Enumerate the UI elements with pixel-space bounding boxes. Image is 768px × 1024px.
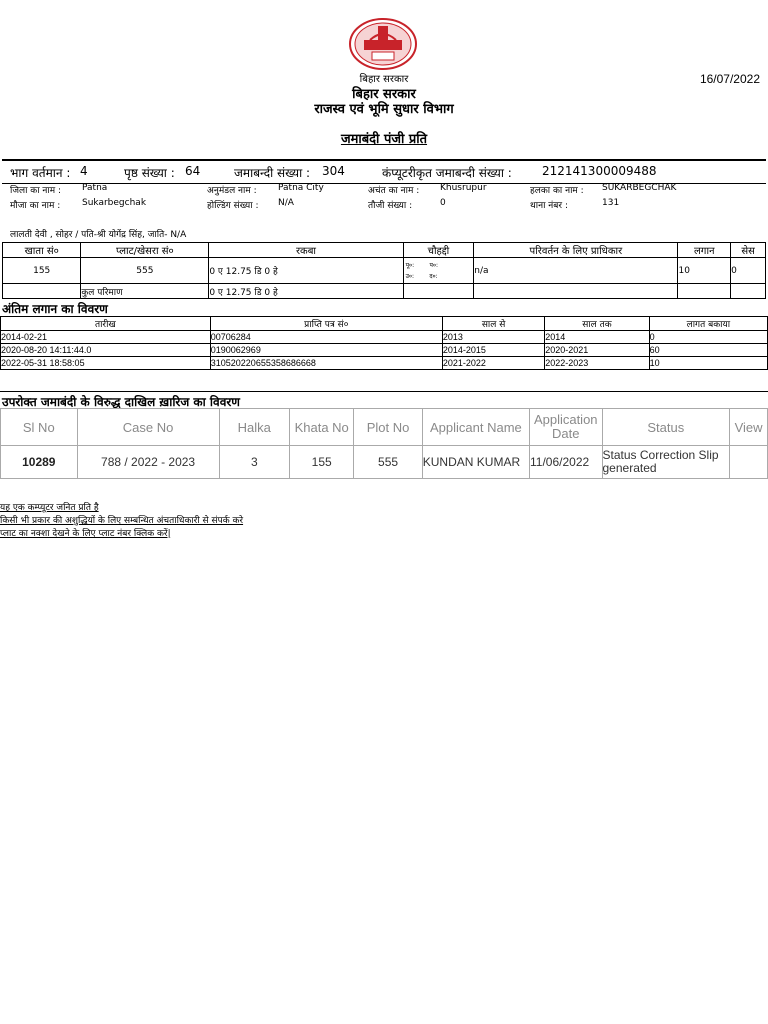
lagan-receipt: 0190062969 (210, 344, 442, 357)
lagan-due: 60 (649, 344, 767, 357)
dakhil-header-view: View (730, 409, 768, 446)
lagan-receipt: 310520220655358686668 (210, 357, 442, 370)
dakhil-status: Status Correction Slip generated (602, 446, 730, 479)
lagan-value: 10 (678, 258, 731, 284)
dakhil-header-status: Status (602, 409, 730, 446)
dakhil-applicant: KUNDAN KUMAR (422, 446, 529, 479)
header-lagan: लगान (678, 243, 731, 258)
footer-line-2: किसी भी प्रकार की अशुद्धियों के लिए सम्बन्धित अंचताधिकारी से संपर्क करे (0, 516, 244, 526)
lagan-to: 2020-2021 (545, 344, 649, 357)
dakhil-header-sl: Sl No (1, 409, 78, 446)
dakhil-section-title: उपरोक्त जमाबंदी के विरुद्ध दाखिल ख़ारिज का विवरण (2, 395, 240, 409)
tauji-label: तौजी संख्या : (368, 201, 413, 211)
lagan-header-row (1, 317, 768, 331)
lagan-row (1, 357, 768, 370)
dakhil-header-case: Case No (77, 409, 219, 446)
dakhil-kharij-table (0, 408, 768, 479)
holding-label: होल्डिंग संख्या : (207, 201, 259, 211)
plot-link[interactable]: 555 (136, 265, 154, 276)
lagan-section-title: अंतिम लगान का विवरण (2, 302, 108, 316)
bhag-label: भाग वर्तमान : (10, 166, 71, 180)
lagan-header-to: साल तक (545, 317, 649, 331)
mauja-value: Sukarbegchak (82, 198, 147, 208)
header-chauhaddi: चौहद्दी (403, 243, 474, 258)
bihar-emblem-icon (348, 18, 418, 70)
dakhil-view-link[interactable] (730, 446, 768, 479)
header-plot: प्लाट/खेसरा सं० (81, 243, 209, 258)
lagan-to: 2022-2023 (545, 357, 649, 370)
lagan-header-receipt: प्राप्ति पत्र सं० (210, 317, 442, 331)
chauhaddi-u: उ०: (405, 272, 415, 280)
dakhil-khata: 155 (290, 446, 354, 479)
pariwartan-value: n/a (474, 258, 678, 284)
chauhaddi-pu: पू०: (405, 261, 415, 269)
anchal-value: Khusrupur (440, 183, 487, 193)
summary-bar (2, 159, 766, 184)
dakhil-header-date: Application Date (530, 409, 603, 446)
document-date: 16/07/2022 (699, 72, 760, 86)
header-pariwartan: परिवर्तन के लिए प्राधिकार (474, 243, 678, 258)
tauji-value: 0 (440, 198, 446, 208)
lagan-date: 2020-08-20 14:11:44.0 (1, 344, 211, 357)
footer-line-1: यह एक कम्प्यूटर जनित प्रति है (0, 503, 99, 513)
chauhaddi-cell (403, 258, 474, 284)
header-rakba: रकबा (209, 243, 403, 258)
empty-cell (3, 284, 81, 299)
lagan-due: 0 (649, 331, 767, 344)
ses-value: 0 (731, 258, 766, 284)
lagan-date: 2022-05-31 18:58:05 (1, 357, 211, 370)
gov-small-title: बिहार सरकार (359, 74, 409, 85)
gov-title: बिहार सरकार (352, 87, 416, 102)
jamabandi-value: 304 (322, 164, 345, 178)
dakhil-row (1, 446, 768, 479)
dakhil-header-applicant: Applicant Name (422, 409, 529, 446)
dakhil-header-khata: Khata No (290, 409, 354, 446)
mauja-label: मौजा का नाम : (10, 201, 61, 211)
document-title: जमाबंदी पंजी प्रति (340, 132, 428, 147)
anumandal-value: Patna City (278, 183, 324, 193)
lagan-receipt: 00706284 (210, 331, 442, 344)
halka-value: SUKARBEGCHAK (602, 183, 677, 193)
lagan-from: 2014-2015 (442, 344, 544, 357)
khata-data-row (3, 258, 766, 284)
jila-value: Patna (82, 183, 108, 193)
dakhil-date: 11/06/2022 (530, 446, 603, 479)
lagan-from: 2013 (442, 331, 544, 344)
prishth-value: 64 (185, 164, 201, 178)
empty-cell (403, 284, 474, 299)
total-label: कुल परिमाण (81, 284, 209, 299)
header-khata: खाता सं० (3, 243, 81, 258)
plot-number[interactable] (81, 258, 209, 284)
computer-value: 212141300009488 (542, 164, 657, 178)
empty-cell (731, 284, 766, 299)
dakhil-sl: 10289 (1, 446, 78, 479)
lagan-row (1, 331, 768, 344)
thana-value: 131 (602, 198, 620, 208)
dakhil-header-row (1, 409, 768, 446)
header-ses: सेस (731, 243, 766, 258)
owner-details: लालती देवी , सोहर / पति-श्री योगेंद्र सिंह, जाति- N/A (10, 230, 187, 240)
lagan-header-due: लागत बकाया (649, 317, 767, 331)
lagan-date: 2014-02-21 (1, 331, 211, 344)
jamabandi-label: जमाबन्दी संख्या : (234, 166, 311, 180)
lagan-header-date: तारीख (1, 317, 211, 331)
halka-label: हलका का नाम : (530, 186, 584, 196)
lagan-row (1, 344, 768, 357)
khata-header-row (3, 243, 766, 258)
empty-cell (678, 284, 731, 299)
lagan-to: 2014 (545, 331, 649, 344)
dakhil-header-plot: Plot No (354, 409, 422, 446)
department-title: राजस्व एवं भूमि सुधार विभाग (314, 102, 454, 117)
total-rakba: 0 ए 12.75 डि 0 हे (209, 284, 403, 299)
rakba-value: 0 ए 12.75 डि 0 हे (209, 258, 403, 284)
lagan-header-from: साल से (442, 317, 544, 331)
lagan-from: 2021-2022 (442, 357, 544, 370)
footer-line-3: प्लाट का नक्शा देखने के लिए प्लाट नंबर क्लिक करें| (0, 529, 171, 539)
anchal-label: अचंत का नाम : (368, 186, 420, 196)
lagan-due: 10 (649, 357, 767, 370)
dakhil-header-halka: Halka (219, 409, 289, 446)
lagan-table (0, 316, 768, 370)
anumandal-label: अनुमंडल नाम : (207, 186, 257, 196)
chauhaddi-d: द०: (429, 272, 438, 280)
dakhil-case: 788 / 2022 - 2023 (77, 446, 219, 479)
chauhaddi-pa: प०: (429, 261, 439, 269)
dakhil-plot: 555 (354, 446, 422, 479)
dakhil-halka: 3 (219, 446, 289, 479)
bhag-value: 4 (80, 164, 88, 178)
empty-cell (474, 284, 678, 299)
computer-label: कंप्यूटरीकृत जमाबन्दी संख्या : (382, 166, 512, 180)
khata-table (2, 242, 766, 299)
section-divider (0, 391, 768, 392)
thana-label: थाना नंबर : (530, 201, 568, 211)
prishth-label: पृष्ठ संख्या : (124, 166, 175, 180)
khata-total-row (3, 284, 766, 299)
holding-value: N/A (278, 198, 294, 208)
jila-label: जिला का नाम : (10, 186, 62, 196)
khata-number: 155 (3, 258, 81, 284)
